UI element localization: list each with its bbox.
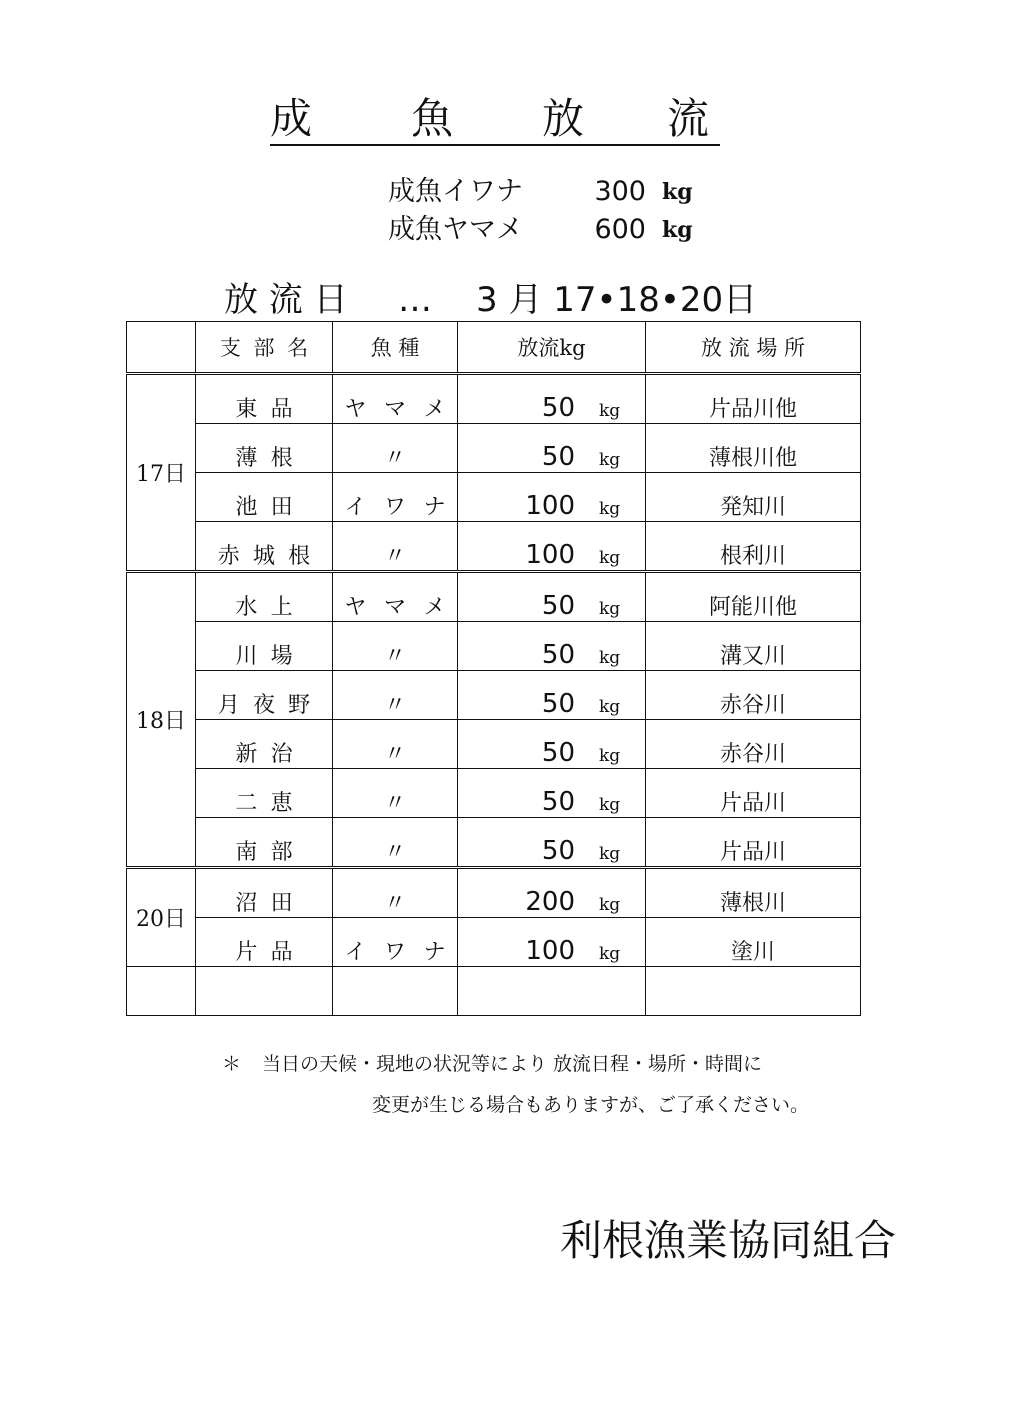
amount-unit: kg — [599, 401, 621, 421]
amount-value: 50 — [541, 591, 575, 621]
amount-cell — [458, 572, 646, 622]
place-cell: 塗川 — [646, 918, 861, 967]
fish-species: 〃 — [383, 791, 424, 816]
fish-species: 〃 — [383, 891, 424, 916]
table-row — [127, 720, 861, 769]
place-cell: 薄根川他 — [646, 424, 861, 473]
fish-species: イワナ — [344, 495, 464, 520]
empty-cell — [458, 967, 646, 1016]
amount-cell — [458, 818, 646, 868]
amount-value: 50 — [541, 640, 575, 670]
place-cell: 発知川 — [646, 473, 861, 522]
fish-species: 〃 — [383, 840, 424, 865]
fish-cell — [333, 918, 464, 967]
note-mark: ＊ — [222, 1053, 242, 1075]
title-char: 放 — [542, 94, 585, 143]
amount-cell — [458, 769, 646, 818]
release-schedule-table — [126, 321, 861, 1016]
branch-cell — [196, 720, 333, 769]
branch-cell — [196, 572, 333, 622]
empty-cell — [127, 967, 196, 1016]
fish-cell — [333, 424, 458, 473]
organization-name: 利根漁業協同組合 — [560, 1216, 897, 1265]
summary-amount: 300 — [594, 176, 646, 207]
header-amount: 放流kg — [458, 322, 646, 374]
fish-cell — [333, 720, 458, 769]
table-header-row — [127, 322, 861, 374]
amount-value: 50 — [541, 787, 575, 817]
place-cell: 片品川 — [646, 769, 861, 818]
branch-name: 片品 — [235, 940, 306, 965]
table-body — [127, 374, 861, 1016]
amount-unit: kg — [599, 944, 621, 964]
header-day — [127, 322, 196, 374]
branch-cell — [196, 918, 333, 967]
amount-cell — [458, 671, 646, 720]
branch-name: 赤城根 — [217, 544, 324, 569]
empty-cell — [196, 967, 333, 1016]
title-char: 流 — [667, 94, 710, 143]
release-dates: 3 月 17•18•20日 — [476, 280, 758, 320]
fish-cell — [333, 622, 458, 671]
amount-unit: kg — [599, 648, 621, 668]
amount-cell — [458, 473, 646, 522]
place-cell: 赤谷川 — [646, 720, 861, 769]
amount-value: 50 — [541, 393, 575, 423]
place-cell: 赤谷川 — [646, 671, 861, 720]
branch-cell — [196, 424, 333, 473]
header-branch: 支部名 — [196, 322, 333, 374]
title-char: 魚 — [411, 94, 454, 143]
fish-cell — [333, 473, 464, 522]
table-row — [127, 572, 861, 622]
fish-species: 〃 — [383, 742, 424, 767]
branch-cell — [196, 671, 333, 720]
summary-amount: 600 — [594, 214, 646, 245]
amount-cell — [458, 424, 646, 473]
amount-value: 100 — [525, 491, 575, 521]
amount-cell — [458, 374, 646, 424]
branch-name: 池田 — [235, 495, 306, 520]
fish-species: 〃 — [383, 644, 424, 669]
release-dots: … — [398, 280, 432, 320]
amount-cell — [458, 868, 646, 918]
release-label: 放 流 日 — [224, 280, 348, 320]
amount-unit: kg — [599, 450, 621, 470]
note-line-2: 変更が生じる場合もありますが、ご了承ください。 — [372, 1094, 810, 1116]
branch-cell — [196, 374, 333, 424]
amount-value: 100 — [525, 540, 575, 570]
fish-cell — [333, 522, 458, 572]
table-row — [127, 918, 861, 967]
amount-unit: kg — [599, 844, 621, 864]
amount-value: 50 — [541, 689, 575, 719]
amount-value: 50 — [541, 442, 575, 472]
table-row — [127, 769, 861, 818]
amount-cell — [458, 522, 646, 572]
table-row — [127, 818, 861, 868]
table-row — [127, 522, 861, 572]
branch-name: 薄根 — [235, 446, 306, 471]
amount-unit: kg — [599, 895, 621, 915]
place-cell: 阿能川他 — [646, 572, 861, 622]
branch-name: 月夜野 — [217, 693, 324, 718]
branch-name: 東品 — [235, 397, 306, 422]
amount-unit: kg — [599, 599, 621, 619]
amount-value: 200 — [525, 887, 575, 917]
fish-cell — [333, 818, 458, 868]
fish-species: ヤマメ — [344, 397, 464, 422]
fish-species: 〃 — [383, 544, 424, 569]
branch-cell — [196, 522, 333, 572]
branch-name: 南部 — [235, 840, 306, 865]
day-cell: 17日 — [127, 374, 196, 572]
place-cell: 片品川 — [646, 818, 861, 868]
amount-value: 50 — [541, 738, 575, 768]
summary-unit: kg — [662, 217, 693, 243]
branch-cell — [196, 622, 333, 671]
amount-value: 50 — [541, 836, 575, 866]
note-line-1: 当日の天候・現地の状況等により 放流日程・場所・時間に — [262, 1053, 763, 1075]
summary-fish-name: 成魚イワナ — [388, 176, 523, 207]
fish-cell — [333, 572, 464, 622]
branch-name: 川場 — [235, 644, 306, 669]
amount-value: 100 — [525, 936, 575, 966]
table-row — [127, 374, 861, 424]
fish-species: ヤマメ — [344, 595, 464, 620]
branch-name: 二恵 — [235, 791, 306, 816]
branch-cell — [196, 473, 333, 522]
fish-cell — [333, 374, 464, 424]
amount-unit: kg — [599, 548, 621, 568]
empty-row — [127, 967, 861, 1016]
fish-species: 〃 — [383, 693, 424, 718]
amount-cell — [458, 720, 646, 769]
day-cell: 18日 — [127, 572, 196, 868]
table-row — [127, 473, 861, 522]
table-row — [127, 868, 861, 918]
page-title — [270, 96, 720, 146]
empty-cell — [333, 967, 458, 1016]
amount-unit: kg — [599, 795, 621, 815]
amount-unit: kg — [599, 746, 621, 766]
branch-cell — [196, 818, 333, 868]
place-cell: 溝又川 — [646, 622, 861, 671]
amount-unit: kg — [599, 499, 621, 519]
fish-cell — [333, 769, 458, 818]
header-place: 放 流 場 所 — [646, 322, 861, 374]
place-cell: 薄根川 — [646, 868, 861, 918]
title-char: 成 — [270, 94, 313, 143]
amount-cell — [458, 918, 646, 967]
branch-cell — [196, 868, 333, 918]
day-cell: 20日 — [127, 868, 196, 967]
fish-cell — [333, 868, 458, 918]
table-row — [127, 622, 861, 671]
branch-name: 新治 — [235, 742, 306, 767]
summary-fish-name: 成魚ヤマメ — [388, 214, 523, 245]
fish-cell — [333, 671, 458, 720]
fish-species: イワナ — [344, 940, 464, 965]
place-cell: 根利川 — [646, 522, 861, 572]
fish-species: 〃 — [383, 446, 424, 471]
table-row — [127, 671, 861, 720]
amount-unit: kg — [599, 697, 621, 717]
table-row — [127, 424, 861, 473]
summary-unit: kg — [662, 179, 693, 205]
branch-cell — [196, 769, 333, 818]
empty-cell — [646, 967, 861, 1016]
branch-name: 沼田 — [235, 891, 306, 916]
branch-name: 水上 — [235, 595, 306, 620]
place-cell: 片品川他 — [646, 374, 861, 424]
header-fish: 魚 種 — [333, 322, 458, 374]
amount-cell — [458, 622, 646, 671]
